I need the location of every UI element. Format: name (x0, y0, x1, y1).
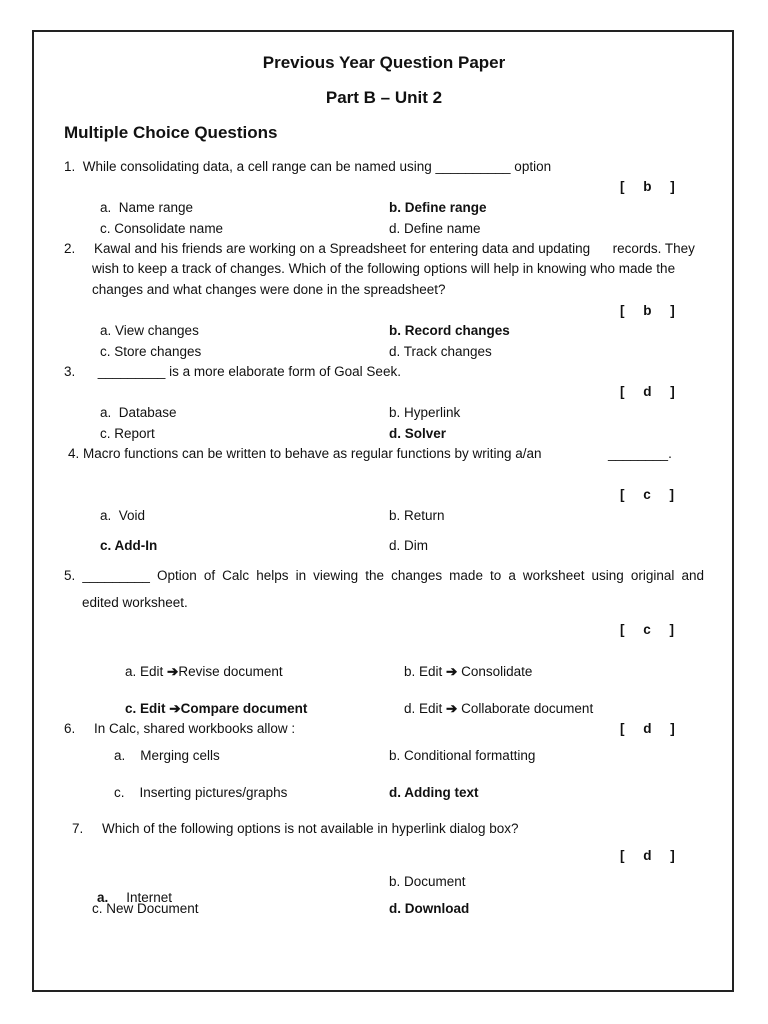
answer-key: [ c ] (620, 487, 675, 502)
option-b-suffix: Consolidate (457, 664, 533, 679)
option-c: c. Consolidate name (100, 221, 224, 236)
option-b: b. Hyperlink (389, 405, 461, 420)
question-text-line-2: edited worksheet. (82, 595, 188, 610)
option-d-suffix: Collaborate document (457, 701, 594, 716)
option-a-prefix: a. (97, 890, 109, 905)
option-b: b. Return (389, 508, 445, 523)
answer-key: [ d ] (620, 848, 675, 863)
option-d: d. Track changes (389, 344, 492, 359)
option-a: a. Void (100, 508, 146, 523)
option-a-prefix: a. Edit (125, 664, 168, 679)
option-d (389, 685, 593, 733)
arrow-right-icon: ➔ (169, 701, 181, 716)
option-b: b. Document (389, 874, 466, 889)
answer-key: [ c ] (620, 622, 675, 637)
option-a: a. Name range (100, 200, 194, 215)
option-c: c. Store changes (100, 344, 202, 359)
option-b: b. Define range (389, 200, 487, 215)
question-text: 4. Macro functions can be written to behave as regular functions by writing a/an (68, 446, 542, 461)
option-d-prefix: d. Edit (404, 701, 447, 716)
arrow-right-icon: ➔ (167, 664, 179, 679)
option-c: c. Inserting pictures/graphs (114, 785, 288, 800)
option-a-suffix: Internet (126, 890, 173, 905)
question-text-line-1: 2. Kawal and his friends are working on a Spreadsheet for entering data and updating records. They (64, 241, 695, 256)
option-d: d. Solver (389, 426, 447, 441)
option-c: c. Add-In (100, 538, 158, 553)
question-text-line-1: 5. _________ Option of Calc helps in viewing the changes made to a worksheet using original and (64, 568, 704, 583)
option-a: a. Merging cells (114, 748, 220, 763)
option-b-prefix: b. Edit (404, 664, 447, 679)
question-text-line-2: wish to keep a track of changes. Which of the following options will help in knowing who made the (92, 261, 676, 276)
option-c: c. Report (100, 426, 155, 441)
option-b: b. Record changes (389, 323, 510, 338)
option-a: a. Database (100, 405, 177, 420)
option-b: b. Conditional formatting (389, 748, 536, 763)
section-heading: Multiple Choice Questions (64, 123, 278, 142)
arrow-right-icon: ➔ (446, 664, 458, 679)
answer-key: [ d ] (620, 721, 675, 736)
option-c: c. New Document (92, 901, 199, 916)
option-c-prefix: c. Edit (125, 701, 170, 716)
option-d: d. Download (389, 901, 470, 916)
answer-key: [ b ] (620, 303, 675, 318)
option-d: d. Define name (389, 221, 481, 236)
option-c-suffix: Compare document (180, 701, 308, 716)
page-subtitle: Part B – Unit 2 (325, 88, 443, 107)
option-a-suffix: Revise document (178, 664, 283, 679)
question-text: 1. While consolidating data, a cell range can be named using __________ option (64, 159, 552, 174)
question-text-line-3: changes and what changes were done in the spreadsheet? (92, 282, 446, 297)
question-text: 3. _________ is a more elaborate form of Goal Seek. (64, 364, 401, 379)
answer-key: [ d ] (620, 384, 675, 399)
question-text: 7. Which of the following options is not available in hyperlink dialog box? (72, 821, 519, 836)
page-title: Previous Year Question Paper (262, 53, 506, 72)
arrow-right-icon: ➔ (446, 701, 458, 716)
option-d: d. Adding text (389, 785, 479, 800)
question-blank: ________. (608, 446, 672, 461)
answer-key: [ b ] (620, 179, 675, 194)
option-d: d. Dim (389, 538, 429, 553)
question-text: 6. In Calc, shared workbooks allow : (64, 721, 296, 736)
option-a: a. View changes (100, 323, 199, 338)
